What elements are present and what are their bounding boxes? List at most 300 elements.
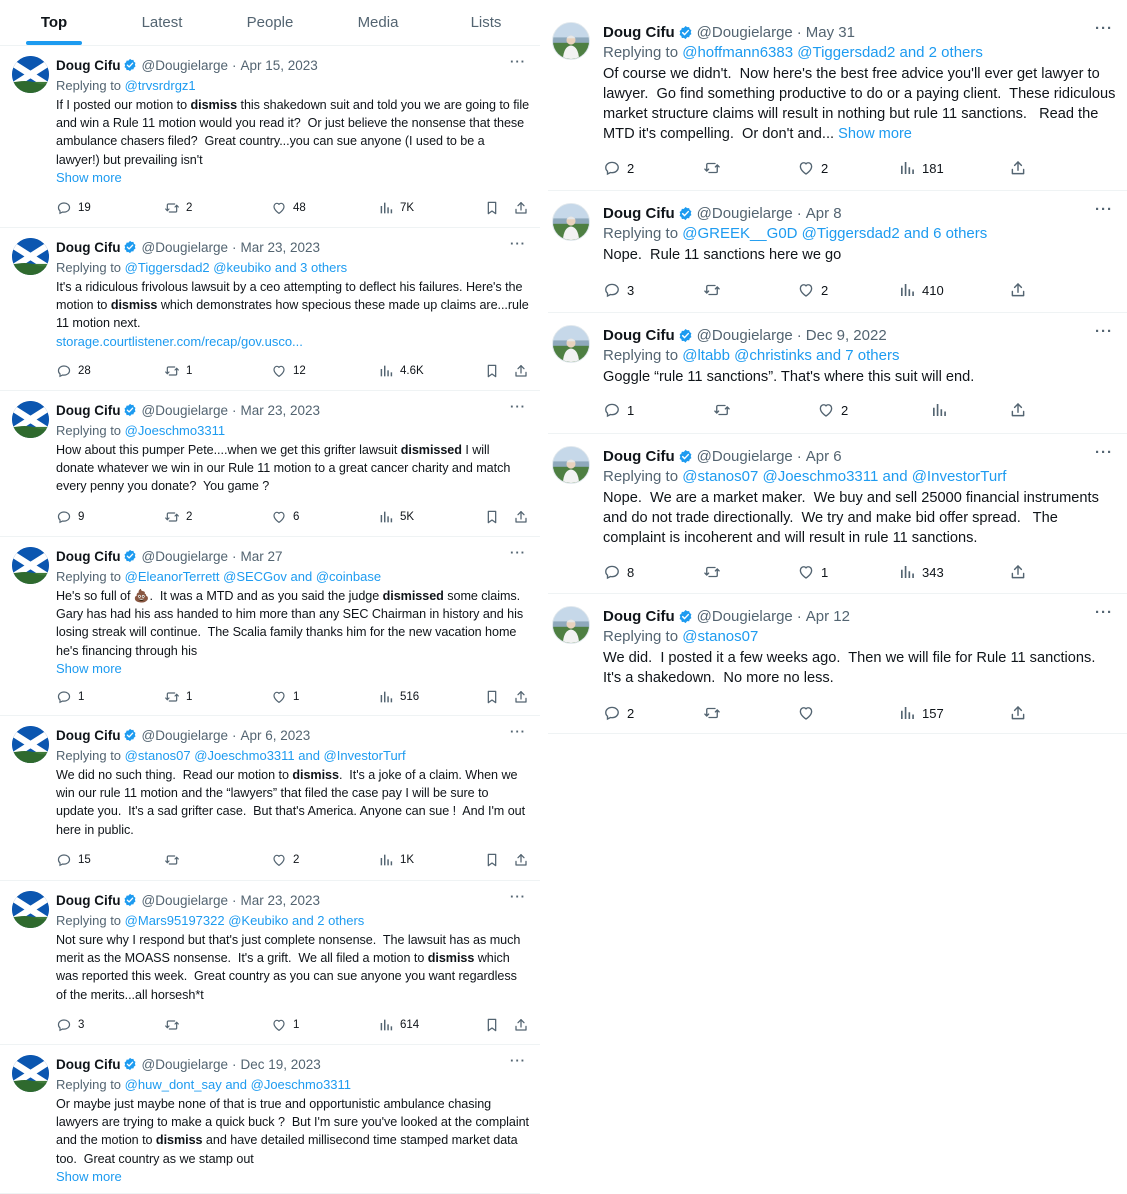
views-icon	[898, 704, 916, 722]
reply-button[interactable]	[603, 159, 634, 177]
user-handle[interactable]: @Dougielarge	[141, 239, 228, 255]
retweet-button[interactable]	[703, 563, 727, 581]
replying-to-label: Replying to	[603, 628, 679, 645]
show-more-link[interactable]: Show more	[56, 660, 122, 676]
views-button[interactable]	[898, 704, 944, 722]
like-count: 6	[293, 511, 300, 523]
tweet-date[interactable]: Mar 23, 2023	[240, 239, 321, 255]
avatar[interactable]	[12, 891, 49, 928]
more-options-icon[interactable]: ···	[510, 724, 526, 739]
tweet[interactable]	[548, 10, 1127, 191]
reply-mentions[interactable]: @GREEK__G0D @Tiggersdad2 and 6 others	[682, 225, 988, 242]
tab-media[interactable]: Media	[357, 14, 399, 31]
tweet-text: It's a ridiculous frivolous lawsuit by a ceo attempting to deflect his failures. Here's the motion to dismiss which demonstrates how specious these made up claims are...rule 11 motion next.	[56, 280, 529, 331]
retweet-button[interactable]	[703, 281, 727, 299]
views-icon	[378, 363, 394, 379]
like-icon	[271, 689, 287, 705]
user-handle[interactable]: @Dougielarge	[141, 57, 228, 73]
retweet-button[interactable]	[164, 1017, 186, 1033]
reply-count: 9	[78, 511, 85, 523]
reply-button[interactable]	[603, 401, 634, 419]
replying-to-label: Replying to	[603, 468, 679, 485]
reply-button[interactable]	[56, 363, 91, 379]
tweet-date[interactable]: Mar 23, 2023	[240, 402, 321, 418]
like-count: 1	[293, 691, 300, 703]
retweet-button[interactable]	[703, 159, 727, 177]
avatar[interactable]	[12, 726, 49, 763]
reply-mentions[interactable]: @Joeschmo3311	[124, 423, 226, 438]
show-more-link[interactable]: Show more	[56, 1168, 122, 1184]
avatar[interactable]	[552, 203, 590, 241]
tweet[interactable]	[548, 313, 1127, 434]
views-count: 7K	[400, 202, 415, 214]
display-name[interactable]: Doug Cifu	[56, 727, 121, 743]
views-button[interactable]	[378, 363, 424, 379]
reply-button[interactable]	[56, 200, 91, 216]
reply-button[interactable]	[603, 704, 634, 722]
left-search-panel	[0, 0, 540, 1194]
replying-to-label: Replying to	[56, 78, 122, 93]
user-handle[interactable]: @Dougielarge	[696, 447, 793, 465]
verified-badge-icon	[123, 403, 137, 417]
display-name[interactable]: Doug Cifu	[603, 326, 675, 344]
separator-dot: ·	[232, 57, 237, 73]
more-options-icon[interactable]: ···	[510, 1053, 526, 1068]
tab-top[interactable]: Top	[0, 0, 108, 45]
replying-to-label: Replying to	[603, 225, 679, 242]
tweet-text: We did no such thing. Read our motion to dismiss. It's a joke of a claim. When we win our rule 11 motion and the “lawyers” that filed the case pay I will be sure to update you. It's a sad grifter case. But that's America. Anyone can sue ! And I'm out here in public.	[56, 768, 526, 837]
tweet-date[interactable]: May 31	[805, 23, 855, 41]
user-handle[interactable]: @Dougielarge	[141, 1056, 228, 1072]
verified-badge-icon	[678, 609, 693, 624]
reply-icon	[56, 200, 72, 216]
share-icon	[513, 363, 529, 379]
tweet[interactable]	[0, 46, 540, 228]
display-name[interactable]: Doug Cifu	[603, 447, 675, 465]
tab-lists[interactable]: Lists	[470, 14, 502, 31]
like-button[interactable]	[797, 704, 821, 722]
display-name[interactable]: Doug Cifu	[56, 1056, 121, 1072]
share-button[interactable]	[513, 1017, 529, 1033]
display-name[interactable]: Doug Cifu	[56, 892, 121, 908]
like-button[interactable]	[797, 281, 828, 299]
separator-dot: ·	[232, 1056, 237, 1072]
tweet-header	[56, 726, 530, 744]
replying-to	[56, 567, 530, 587]
reply-mentions[interactable]: @stanos07 @Joeschmo3311 and @InvestorTurf	[124, 748, 406, 763]
more-options-icon[interactable]: ···	[510, 545, 526, 560]
tweet[interactable]	[0, 537, 540, 716]
reply-icon	[56, 1017, 72, 1033]
retweet-icon	[164, 852, 180, 868]
share-button[interactable]	[1009, 281, 1027, 299]
replying-to	[603, 42, 1117, 64]
reply-button[interactable]	[603, 563, 634, 581]
tweet[interactable]	[548, 434, 1127, 594]
bookmark-button[interactable]	[484, 1017, 500, 1033]
reply-count: 1	[627, 402, 635, 418]
like-icon	[797, 281, 815, 299]
share-button[interactable]	[513, 689, 529, 705]
verified-badge-icon	[678, 449, 693, 464]
avatar[interactable]	[552, 446, 590, 484]
avatar[interactable]	[552, 606, 590, 644]
share-icon	[1009, 159, 1027, 177]
replying-to-label: Replying to	[603, 347, 679, 364]
tweet[interactable]	[548, 594, 1127, 734]
retweet-count: 1	[186, 691, 193, 703]
share-icon	[513, 1017, 529, 1033]
reply-count: 19	[78, 202, 91, 214]
replying-to-label: Replying to	[603, 44, 679, 61]
tweet-header	[603, 446, 1117, 466]
tweet-header	[56, 56, 530, 74]
bookmark-icon	[484, 1017, 500, 1033]
tweet-date[interactable]: Dec 19, 2023	[240, 1056, 321, 1072]
reply-mentions[interactable]: @EleanorTerrett @SECGov and @coinbase	[124, 569, 382, 584]
separator-dot: ·	[796, 204, 802, 222]
user-handle[interactable]: @Dougielarge	[696, 607, 793, 625]
verified-badge-icon	[123, 240, 137, 254]
share-button[interactable]	[513, 509, 529, 525]
reply-count: 2	[627, 705, 635, 721]
verified-badge-icon	[678, 328, 693, 343]
views-button[interactable]	[378, 852, 414, 868]
replying-to-label: Replying to	[56, 1077, 122, 1092]
like-count: 2	[841, 402, 849, 418]
separator-dot: ·	[796, 23, 802, 41]
display-name[interactable]: Doug Cifu	[56, 239, 121, 255]
retweet-button[interactable]	[164, 509, 192, 525]
show-more-link[interactable]: Show more	[56, 169, 122, 185]
like-icon	[797, 704, 815, 722]
reply-count: 28	[78, 365, 91, 377]
like-button[interactable]	[271, 689, 299, 705]
tab-people[interactable]: People	[246, 14, 294, 31]
like-count: 2	[821, 282, 829, 298]
tweet-date[interactable]: Apr 15, 2023	[240, 57, 318, 73]
display-name[interactable]: Doug Cifu	[603, 607, 675, 625]
replying-to-label: Replying to	[56, 569, 122, 584]
bookmark-button[interactable]	[484, 200, 500, 216]
user-handle[interactable]: @Dougielarge	[141, 402, 228, 418]
verified-badge-icon	[678, 25, 693, 40]
replying-to	[603, 626, 1117, 648]
bookmark-button[interactable]	[484, 363, 500, 379]
share-button[interactable]	[513, 363, 529, 379]
retweet-icon	[703, 563, 721, 581]
share-button[interactable]	[1009, 159, 1027, 177]
more-options-icon[interactable]: ···	[1095, 444, 1113, 461]
reply-mentions[interactable]: @huw_dont_say and @Joeschmo3311	[124, 1077, 352, 1092]
separator-dot: ·	[796, 447, 802, 465]
views-count: 343	[922, 564, 944, 580]
reply-button[interactable]	[56, 689, 84, 705]
avatar[interactable]	[12, 547, 49, 584]
user-handle[interactable]: @Dougielarge	[696, 23, 793, 41]
views-icon	[378, 689, 394, 705]
replying-to	[56, 421, 530, 441]
tweet-header	[56, 547, 530, 565]
share-button[interactable]	[1009, 704, 1027, 722]
separator-dot: ·	[232, 727, 237, 743]
views-count: 157	[922, 705, 944, 721]
tweet[interactable]	[0, 716, 540, 881]
tweet-text: Nope. We are a market maker. We buy and sell 25000 financial instruments and do not trade directionally. We try and make bid offer spread. The complaint is incoherent and will result in rule 11 sanctions.	[603, 490, 1103, 546]
like-icon	[271, 509, 287, 525]
views-button[interactable]	[378, 689, 419, 705]
views-icon	[378, 200, 394, 216]
reply-mentions[interactable]: @stanos07 @Joeschmo3311 and @InvestorTurf	[682, 468, 1007, 485]
verified-badge-icon	[123, 893, 137, 907]
tweet-date[interactable]: Apr 6, 2023	[240, 727, 311, 743]
retweet-button[interactable]	[703, 704, 727, 722]
like-button[interactable]	[271, 509, 299, 525]
separator-dot: ·	[232, 892, 237, 908]
tweet-text: He's so full of 💩. It was a MTD and as you said the judge dismissed some claims. Gary has had his ass handed to him more than any SEC Chairman in history and his losing streak will continue. The Scalia family thanks him for the new vacation home he's financing through his	[56, 589, 524, 658]
views-icon	[898, 563, 916, 581]
tweet-text: If I posted our motion to dismiss this shakedown suit and told you we are going to file and win a Rule 11 motion would you read it? Or just believe the nonsense that these ambulance chasers filed? Great country...you can sue anyone (I used to be a lawyer!) but prevailing isn't	[56, 98, 530, 167]
reply-count: 15	[78, 854, 91, 866]
share-icon	[513, 689, 529, 705]
reply-count: 2	[627, 160, 635, 176]
views-icon	[378, 509, 394, 525]
bookmark-icon	[484, 689, 500, 705]
like-button[interactable]	[271, 200, 306, 216]
like-count: 48	[293, 202, 306, 214]
reply-icon	[56, 689, 72, 705]
user-handle[interactable]: @Dougielarge	[141, 892, 228, 908]
like-button[interactable]	[817, 401, 848, 419]
bookmark-button[interactable]	[484, 852, 500, 868]
tweet-header	[603, 22, 1117, 42]
views-button[interactable]	[898, 563, 944, 581]
views-button[interactable]	[378, 200, 414, 216]
tweet-header	[56, 1055, 530, 1073]
reply-button[interactable]	[56, 1017, 84, 1033]
share-icon	[513, 852, 529, 868]
verified-badge-icon	[123, 1057, 137, 1071]
retweet-icon	[703, 159, 721, 177]
reply-mentions[interactable]: @Tiggersdad2 @keubiko and 3 others	[124, 260, 348, 275]
avatar[interactable]	[12, 401, 49, 438]
more-options-icon[interactable]: ···	[510, 889, 526, 904]
like-button[interactable]	[271, 1017, 299, 1033]
tweet[interactable]	[0, 881, 540, 1045]
share-icon	[1009, 281, 1027, 299]
verified-badge-icon	[123, 728, 137, 742]
more-options-icon[interactable]: ···	[1095, 604, 1113, 621]
like-button[interactable]	[797, 159, 828, 177]
tweet-text: Goggle “rule 11 sanctions”. That's where this suit will end.	[603, 369, 975, 385]
like-icon	[271, 852, 287, 868]
replying-to-label: Replying to	[56, 913, 122, 928]
reply-button[interactable]	[603, 281, 634, 299]
views-icon	[898, 281, 916, 299]
retweet-button[interactable]	[164, 852, 186, 868]
reply-icon	[603, 704, 621, 722]
tweet-date[interactable]: Dec 9, 2022	[805, 326, 887, 344]
like-icon	[797, 563, 815, 581]
separator-dot: ·	[796, 607, 802, 625]
reply-count: 8	[627, 564, 635, 580]
retweet-icon	[164, 689, 180, 705]
tweet[interactable]	[0, 391, 540, 537]
more-options-icon[interactable]: ···	[1095, 323, 1113, 340]
like-icon	[271, 200, 287, 216]
tweet-text: Of course we didn't. Now here's the best free advice you'll ever get lawyer to lawyer. Go find something productive to do or a paying client. These ridiculous market structure claims will result in nothing but rule 11 sanctions. Read the MTD it's compelling. Or don't and... Show more	[603, 66, 1116, 142]
tweet-header	[603, 325, 1117, 345]
views-count: 614	[400, 1019, 420, 1031]
retweet-icon	[164, 200, 180, 216]
like-button[interactable]	[271, 363, 306, 379]
display-name[interactable]: Doug Cifu	[603, 23, 675, 41]
replying-to	[56, 911, 530, 931]
user-handle[interactable]: @Dougielarge	[141, 727, 228, 743]
views-count: 5K	[400, 511, 415, 523]
views-button[interactable]	[930, 401, 954, 419]
tweet-text: How about this pumper Pete....when we get this grifter lawsuit dismissed I will donate whatever we win in our Rule 11 motion to a great cancer charity and match every penny you donate? You game ?	[56, 443, 511, 494]
reply-mentions[interactable]: @Mars95197322 @Keubiko and 2 others	[124, 913, 365, 928]
views-button[interactable]	[898, 159, 944, 177]
share-button[interactable]	[1009, 401, 1027, 419]
share-icon	[513, 509, 529, 525]
avatar[interactable]	[12, 1055, 49, 1092]
like-count: 2	[293, 854, 300, 866]
bookmark-button[interactable]	[484, 689, 500, 705]
retweet-icon	[703, 704, 721, 722]
display-name[interactable]: Doug Cifu	[56, 548, 121, 564]
views-button[interactable]	[378, 509, 414, 525]
tweet-header	[603, 203, 1117, 223]
like-icon	[271, 363, 287, 379]
tweet-date[interactable]: Apr 8	[805, 204, 842, 222]
replying-to	[56, 746, 530, 766]
like-count: 2	[821, 160, 829, 176]
retweet-button[interactable]	[164, 363, 192, 379]
reply-count: 1	[78, 691, 85, 703]
retweet-button[interactable]	[164, 689, 192, 705]
verified-badge-icon	[123, 549, 137, 563]
reply-button[interactable]	[56, 509, 84, 525]
bookmark-icon	[484, 363, 500, 379]
views-count: 410	[922, 282, 944, 298]
share-button[interactable]	[1009, 563, 1027, 581]
verified-badge-icon	[123, 58, 137, 72]
tab-latest[interactable]: Latest	[141, 14, 183, 31]
avatar[interactable]	[12, 238, 49, 275]
share-button[interactable]	[513, 200, 529, 216]
views-icon	[378, 1017, 394, 1033]
like-count: 1	[293, 1019, 300, 1031]
tweet[interactable]	[0, 228, 540, 391]
retweet-count: 1	[186, 365, 193, 377]
user-handle[interactable]: @Dougielarge	[141, 548, 228, 564]
show-more-link[interactable]: Show more	[838, 126, 912, 142]
retweet-icon	[164, 1017, 180, 1033]
reply-mentions[interactable]: @stanos07	[682, 628, 759, 645]
tweet-text: Or maybe just maybe none of that is true and opportunistic ambulance chasing lawyers are trying to make a quick buck ? But I'm sure you've looked at the complaint and the motion to dismiss and have detailed millisecond time stamped market data too. Great country as we stamp out	[56, 1097, 530, 1166]
more-options-icon[interactable]: ···	[510, 399, 526, 414]
like-icon	[797, 159, 815, 177]
replying-to	[603, 345, 1117, 367]
reply-icon	[56, 852, 72, 868]
retweet-icon	[703, 281, 721, 299]
display-name[interactable]: Doug Cifu	[56, 402, 121, 418]
more-options-icon[interactable]: ···	[510, 236, 526, 251]
views-count: 1K	[400, 854, 415, 866]
more-options-icon[interactable]: ···	[1095, 20, 1113, 37]
display-name[interactable]: Doug Cifu	[603, 204, 675, 222]
like-count: 1	[821, 564, 829, 580]
user-handle[interactable]: @Dougielarge	[696, 204, 793, 222]
search-tabs	[0, 0, 540, 46]
user-handle[interactable]: @Dougielarge	[696, 326, 793, 344]
like-button[interactable]	[797, 563, 828, 581]
tweet-date[interactable]: Apr 12	[805, 607, 850, 625]
reply-mentions[interactable]: @ltabb @christinks and 7 others	[682, 347, 900, 364]
avatar[interactable]	[552, 22, 590, 60]
tweet-text: Nope. Rule 11 sanctions here we go	[603, 247, 842, 263]
like-button[interactable]	[271, 852, 299, 868]
retweet-button[interactable]	[164, 200, 192, 216]
reply-icon	[56, 363, 72, 379]
retweet-count: 2	[186, 511, 193, 523]
views-button[interactable]	[378, 1017, 419, 1033]
share-button[interactable]	[513, 852, 529, 868]
more-options-icon[interactable]: ···	[510, 54, 526, 69]
views-count: 516	[400, 691, 420, 703]
replying-to-label: Replying to	[56, 260, 122, 275]
reply-count: 3	[627, 282, 635, 298]
reply-icon	[56, 509, 72, 525]
share-icon	[1009, 401, 1027, 419]
retweet-count: 2	[186, 202, 193, 214]
tweet-date[interactable]: Mar 27	[240, 548, 283, 564]
tweet-header	[603, 606, 1117, 626]
views-icon	[378, 852, 394, 868]
display-name[interactable]: Doug Cifu	[56, 57, 121, 73]
reply-mentions[interactable]: @trvsrdrgz1	[124, 78, 196, 93]
replying-to-label: Replying to	[56, 423, 122, 438]
tweet-date[interactable]: Mar 23, 2023	[240, 892, 321, 908]
views-count: 4.6K	[400, 365, 424, 377]
retweet-icon	[713, 401, 731, 419]
tweet-header	[56, 401, 530, 419]
separator-dot: ·	[796, 326, 802, 344]
reply-mentions[interactable]: @hoffmann6383 @Tiggersdad2 and 2 others	[682, 44, 983, 61]
right-reply-panel	[548, 0, 1127, 740]
replying-to	[56, 1075, 530, 1095]
reply-button[interactable]	[56, 852, 91, 868]
replying-to	[603, 466, 1117, 488]
external-link[interactable]: storage.courtlistener.com/recap/gov.usco...	[56, 333, 303, 349]
replying-to	[56, 258, 530, 278]
verified-badge-icon	[678, 206, 693, 221]
avatar[interactable]	[12, 56, 49, 93]
retweet-button[interactable]	[713, 401, 737, 419]
views-button[interactable]	[898, 281, 944, 299]
separator-dot: ·	[232, 548, 237, 564]
bookmark-icon	[484, 852, 500, 868]
more-options-icon[interactable]: ···	[1095, 201, 1113, 218]
avatar[interactable]	[552, 325, 590, 363]
tweet[interactable]	[0, 1045, 540, 1194]
tweet-date[interactable]: Apr 6	[805, 447, 842, 465]
tweet-text: We did. I posted it a few weeks ago. Then we will file for Rule 11 sanctions. It's a shakedown. No more no less.	[603, 650, 1096, 686]
bookmark-button[interactable]	[484, 509, 500, 525]
tweet[interactable]	[548, 191, 1127, 313]
